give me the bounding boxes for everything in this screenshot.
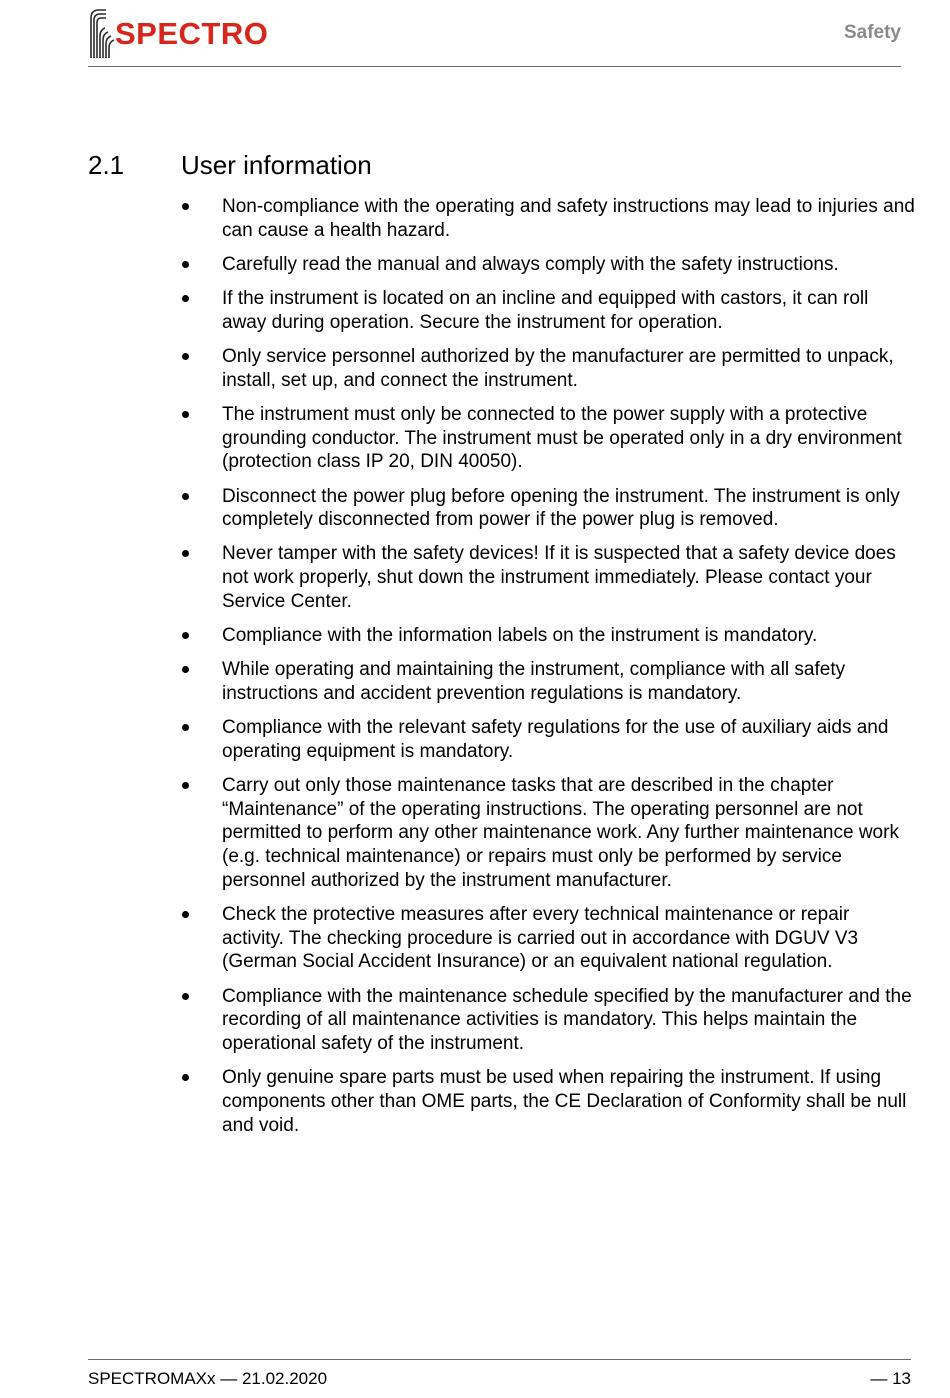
list-item (180, 658, 915, 705)
page-header (88, 0, 901, 67)
logo-wordmark: SPECTRO (115, 16, 269, 51)
list-item-text: Only service personnel authorized by the manufacturer are permitted to unpack, install, set up, and connect the instrument. (222, 346, 894, 391)
list-item-text: Carefully read the manual and always comply with the safety instructions. (222, 253, 839, 275)
list-item (180, 1066, 915, 1137)
bullet-icon (182, 261, 189, 268)
bullet-icon (182, 550, 189, 557)
list-item (180, 716, 915, 763)
section-title: User information (181, 150, 372, 180)
user-information-list (180, 195, 915, 1148)
bullet-icon (182, 1074, 189, 1081)
list-item-text: Never tamper with the safety devices! If it is suspected that a safety device does not work properly, shut down the instrument immediately. Please contact your Service Center. (222, 543, 896, 612)
list-item-text: Compliance with the maintenance schedule specified by the manufacturer and the recording of all maintenance activities is mandatory. This helps maintain the operational safety of the instrument. (222, 985, 912, 1055)
list-item-text: Compliance with the relevant safety regulations for the use of auxiliary aids and operating equipment is mandatory. (222, 717, 889, 762)
list-item-text: If the instrument is located on an incline and equipped with castors, it can roll away during operation. Secure the instrument for operation. (222, 288, 869, 333)
list-item (180, 985, 915, 1056)
logo-mark-lines (91, 10, 114, 58)
bullet-icon (182, 724, 189, 731)
footer-document-info: SPECTROMAXx — 21.02.2020 (88, 1369, 328, 1388)
list-item (180, 253, 915, 277)
list-item-text: Compliance with the information labels on the instrument is mandatory. (222, 625, 818, 647)
list-item-text: Non-compliance with the operating and safety instructions may lead to injuries and can cause a health hazard. (222, 196, 915, 241)
list-item (180, 345, 915, 392)
bullet-icon (182, 295, 189, 302)
list-item (180, 403, 915, 474)
list-item-text: While operating and maintaining the instrument, compliance with all safety instructions and accident prevention regulations is mandatory. (222, 659, 846, 704)
list-item (180, 903, 915, 974)
list-item-text: Disconnect the power plug before opening the instrument. The instrument is only completely disconnected from power if the power plug is removed. (222, 485, 900, 531)
list-item-text: Carry out only those maintenance tasks that are described in the chapter “Maintenance” of the operating instructions. The operating personnel are not permitted to perform any other maintenance work. Any further maintenance work (e.g. technical maintenance) or repairs must only be performed by service personnel authorized by the instrument manufacturer. (222, 775, 899, 891)
bullet-icon (182, 353, 189, 360)
spectro-logo (88, 6, 278, 60)
bullet-icon (182, 782, 189, 789)
bullet-icon (182, 493, 189, 500)
header-section-title: Safety (843, 22, 901, 43)
bullet-icon (182, 911, 189, 918)
bullet-icon (182, 632, 189, 639)
list-item-text: The instrument must only be connected to the power supply with a protective grounding conductor. The instrument must be operated only in a dry environment (protection class IP 20, DIN 40050). (222, 403, 902, 473)
page-footer (88, 1359, 911, 1398)
list-item (180, 774, 915, 893)
list-item-text: Check the protective measures after every technical maintenance or repair activity. The checking procedure is carried out in accordance with DGUV V3 (German Social Accident Insurance) or an equivalent national regulation. (222, 904, 859, 973)
section-heading (88, 150, 372, 181)
list-item (180, 287, 915, 334)
list-item (180, 485, 915, 532)
list-item-text: Only genuine spare parts must be used when repairing the instrument. If using components other than OME parts, the CE Declaration of Conformity shall be null and void. (222, 1067, 907, 1136)
list-item (180, 624, 915, 648)
bullet-icon (182, 993, 189, 1000)
bullet-icon (182, 666, 189, 673)
bullet-icon (182, 203, 189, 210)
section-number: 2.1 (88, 150, 125, 180)
bullet-icon (182, 411, 189, 418)
list-item (180, 195, 915, 242)
footer-page-number: — 13 (870, 1369, 911, 1388)
list-item (180, 542, 915, 613)
